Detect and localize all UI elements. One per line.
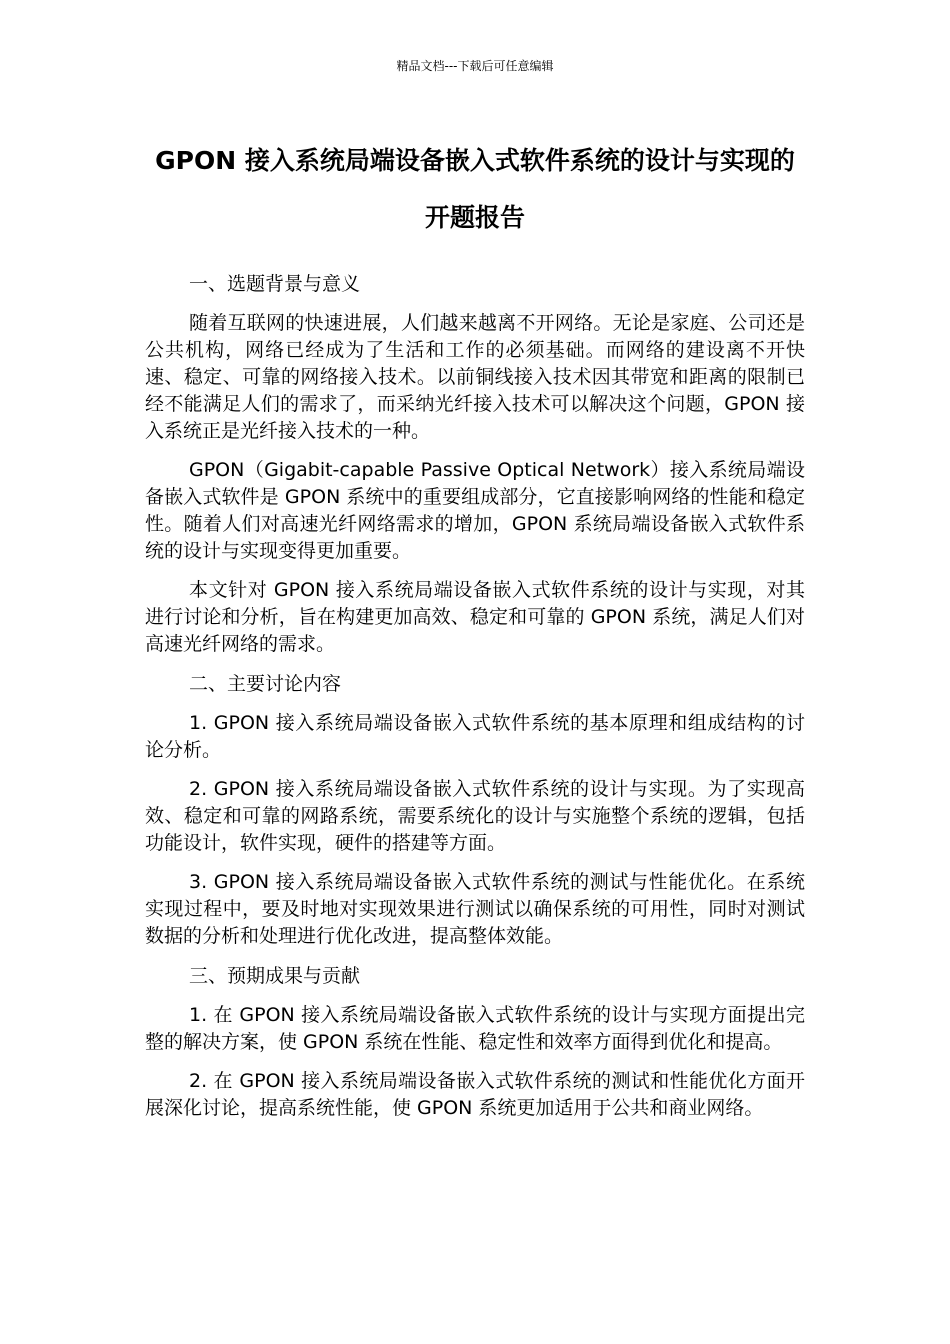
paragraph: 本文针对 GPON 接入系统局端设备嵌入式软件系统的设计与实现，对其进行讨论和分析，旨在构建更加高效、稳定和可靠的 GPON 系统，满足人们对高速光纤网络的需求。 <box>145 579 805 655</box>
document-body <box>145 270 805 1134</box>
list-item: 3. GPON 接入系统局端设备嵌入式软件系统的测试与性能优化。在系统实现过程中，要及时地对实现效果进行测试以确保系统的可用性，同时对测试数据的分析和处理进行优化改进，提高整体效能。 <box>145 871 805 947</box>
paragraph: 随着互联网的快速进展，人们越来越离不开网络。无论是家庭、公司还是公共机构，网络已经成为了生活和工作的必须基础。而网络的建设离不开快速、稳定、可靠的网络接入技术。以前铜线接入技术因其带宽和距离的限制已经不能满足人们的需求了，而采纳光纤接入技术可以解决这个问题，GPON 接入系统正是光纤接入技术的一种。 <box>145 312 805 442</box>
list-item: 2. 在 GPON 接入系统局端设备嵌入式软件系统的测试和性能优化方面开展深化讨论，提高系统性能，使 GPON 系统更加适用于公共和商业网络。 <box>145 1070 805 1119</box>
list-item: 2. GPON 接入系统局端设备嵌入式软件系统的设计与实现。为了实现高效、稳定和可靠的网路系统，需要系统化的设计与实施整个系统的逻辑，包括功能设计，软件实现，硬件的搭建等方面。 <box>145 778 805 854</box>
section-main-content <box>145 670 805 950</box>
document-title: GPON 接入系统局端设备嵌入式软件系统的设计与实现的开题报告 <box>155 146 795 232</box>
header-note: 精品文档---下载后可任意编辑 <box>396 59 554 73</box>
section-background <box>145 270 805 658</box>
list-item: 1. 在 GPON 接入系统局端设备嵌入式软件系统的设计与实现方面提出完整的解决方案，使 GPON 系统在性能、稳定性和效率方面得到优化和提高。 <box>145 1004 805 1053</box>
section-heading: 二、主要讨论内容 <box>189 673 342 695</box>
section-heading: 一、选题背景与意义 <box>189 273 361 295</box>
paragraph: GPON（Gigabit-capable Passive Optical Network）接入系统局端设备嵌入式软件是 GPON 系统中的重要组成部分，它直接影响网络的性能和稳定性。随着人们对高速光纤网络需求的增加，GPON 系统局端设备嵌入式软件系统的设计与实现变得更加重要。 <box>145 459 805 562</box>
section-heading: 三、预期成果与贡献 <box>189 965 361 987</box>
list-item: 1. GPON 接入系统局端设备嵌入式软件系统的基本原理和组成结构的讨论分析。 <box>145 712 805 761</box>
section-expected-results <box>145 962 805 1122</box>
